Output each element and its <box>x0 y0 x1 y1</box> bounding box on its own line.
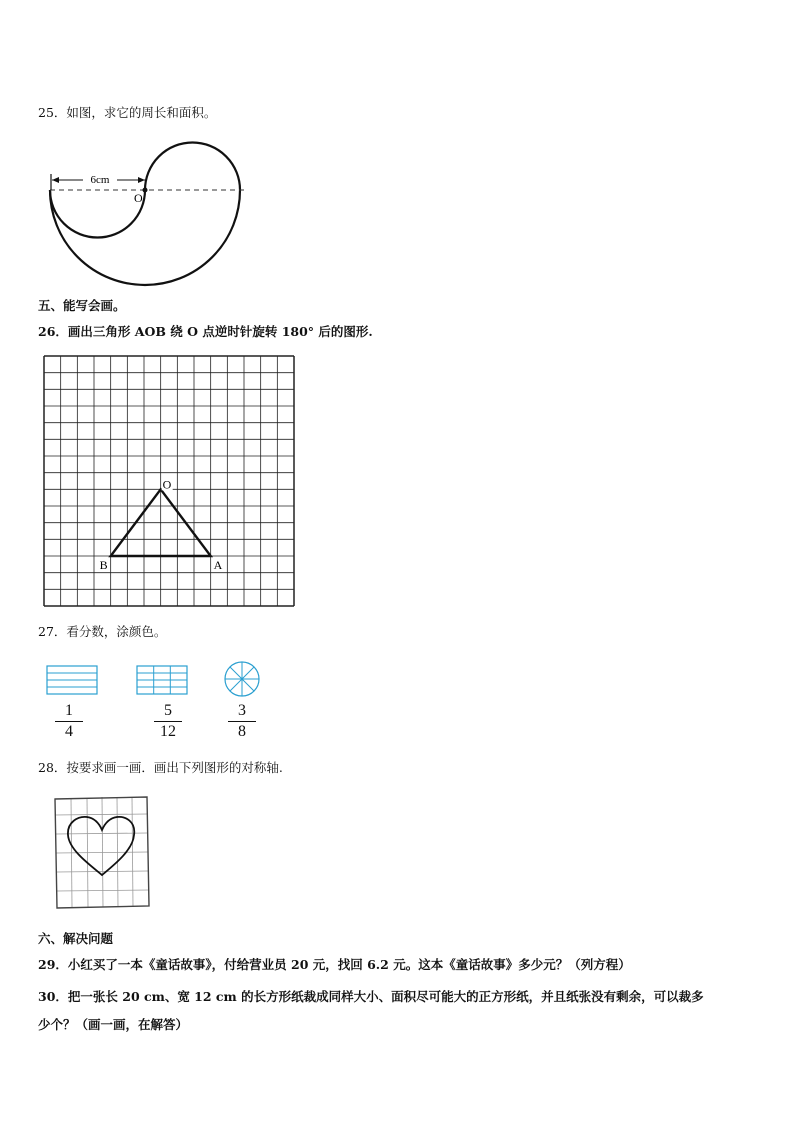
vertex-b-label: B <box>99 558 108 572</box>
q25-figure <box>45 138 255 288</box>
q27-fraction-3 <box>222 702 262 741</box>
q26-text: 26．画出三角形 AOB 绕 O 点逆时针旋转 180° 后的图形. <box>38 324 373 339</box>
q30-text-line1: 30．把一张长 20 cm、宽 12 cm 的长方形纸裁成同样大小、面积尽可能大的正方形纸，并且纸张没有剩余，可以裁多 <box>38 989 704 1004</box>
q25-small-arc <box>50 190 145 238</box>
q29-text: 29．小红买了一本《童话故事》，付给营业员 20 元，找回 6.2 元。这本《童话故事》多少元？（列方程） <box>38 957 631 972</box>
fraction-denominator: 4 <box>65 723 73 740</box>
heart-shape <box>68 817 134 875</box>
fraction-denominator: 12 <box>160 723 176 740</box>
q27-circle-eighths <box>222 659 262 699</box>
q27-text: 27．看分数，涂颜色。 <box>38 624 167 639</box>
q25-dimension-label: 6cm <box>90 174 110 186</box>
q28-heart-grid <box>52 795 152 910</box>
section6-heading: 六、解决问题 <box>38 931 114 946</box>
q27-fraction-1 <box>49 702 89 741</box>
q25-center-label: O <box>134 191 143 205</box>
q25-big-arc <box>50 190 240 285</box>
vertex-o-label: O <box>162 477 172 492</box>
q25-center-point <box>143 188 148 193</box>
q25-upper-arc <box>145 143 240 191</box>
q27-fraction-2 <box>148 702 188 741</box>
q30-text-line2: 少个？（画一画，在解答） <box>38 1017 189 1032</box>
fraction-numerator: 3 <box>238 702 246 719</box>
section5-heading: 五、能写会画。 <box>38 298 126 313</box>
q27-rect-twelfths <box>136 665 188 695</box>
q28-text: 28．按要求画一画．画出下列图形的对称轴. <box>38 760 283 775</box>
fraction-numerator: 1 <box>65 702 73 719</box>
fraction-numerator: 5 <box>164 702 172 719</box>
fraction-denominator: 8 <box>238 723 246 740</box>
vertex-a-label: A <box>213 558 223 572</box>
q26-grid <box>43 355 295 607</box>
q25-text: 25．如图，求它的周长和面积。 <box>38 105 217 120</box>
q27-rect-quarters <box>46 665 98 695</box>
